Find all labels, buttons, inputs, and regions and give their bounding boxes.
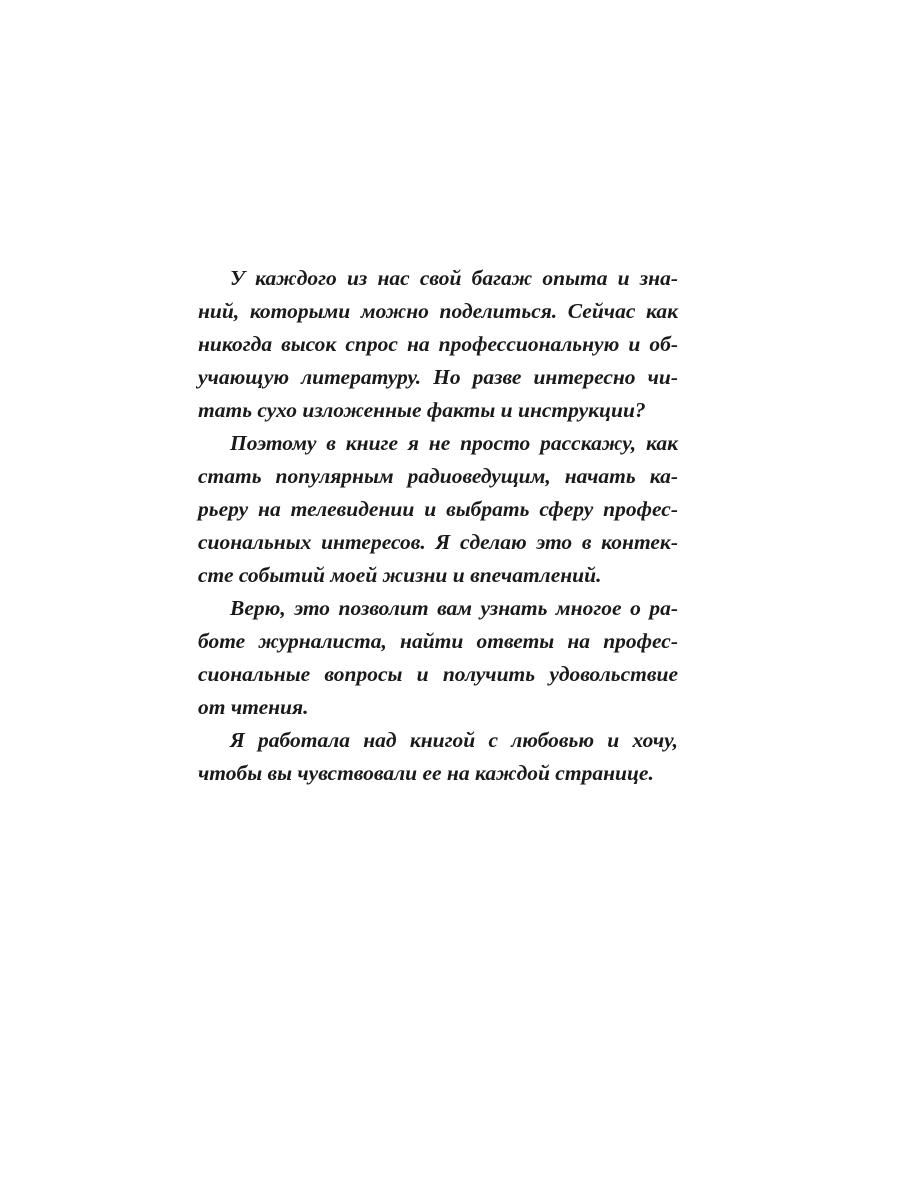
paragraph-2-line-5: сте событий моей жизни и впечатлений. xyxy=(198,563,602,587)
body-text xyxy=(198,262,678,790)
paragraph-3-line-4: от чтения. xyxy=(198,695,309,719)
paragraph-1-line-1: У каждого из нас свой багаж опыта и зна- xyxy=(230,266,678,290)
paragraph-4-line-2: чтобы вы чувствовали ее на каждой странице. xyxy=(198,761,654,785)
paragraph-3-line-3: сиональные вопросы и получить удовольствие xyxy=(198,662,678,686)
paragraph-3-line-2: боте журналиста, найти ответы на профес- xyxy=(198,629,678,653)
paragraph-4-line-1: Я работала над книгой с любовью и хочу, xyxy=(230,728,678,752)
paragraph-2-line-1: Поэтому в книге я не просто расскажу, как xyxy=(230,431,678,455)
paragraph-1-line-5: тать сухо изложенные факты и инструкции? xyxy=(198,398,646,422)
paragraph-3-line-1: Верю, это позволит вам узнать многое о ра- xyxy=(230,596,678,620)
paragraph-2-line-3: рьеру на телевидении и выбрать сферу профес- xyxy=(198,497,678,521)
paragraph-2-line-4: сиональных интересов. Я сделаю это в контек- xyxy=(198,530,678,554)
paragraph-1-line-3: никогда высок спрос на профессиональную и об- xyxy=(198,332,678,356)
paragraph-2-line-2: стать популярным радиоведущим, начать ка- xyxy=(198,464,678,488)
paragraph-1-line-4: учающую литературу. Но разве интересно чи- xyxy=(198,365,678,389)
paragraph-1-line-2: ний, которыми можно поделиться. Сейчас как xyxy=(198,299,678,323)
